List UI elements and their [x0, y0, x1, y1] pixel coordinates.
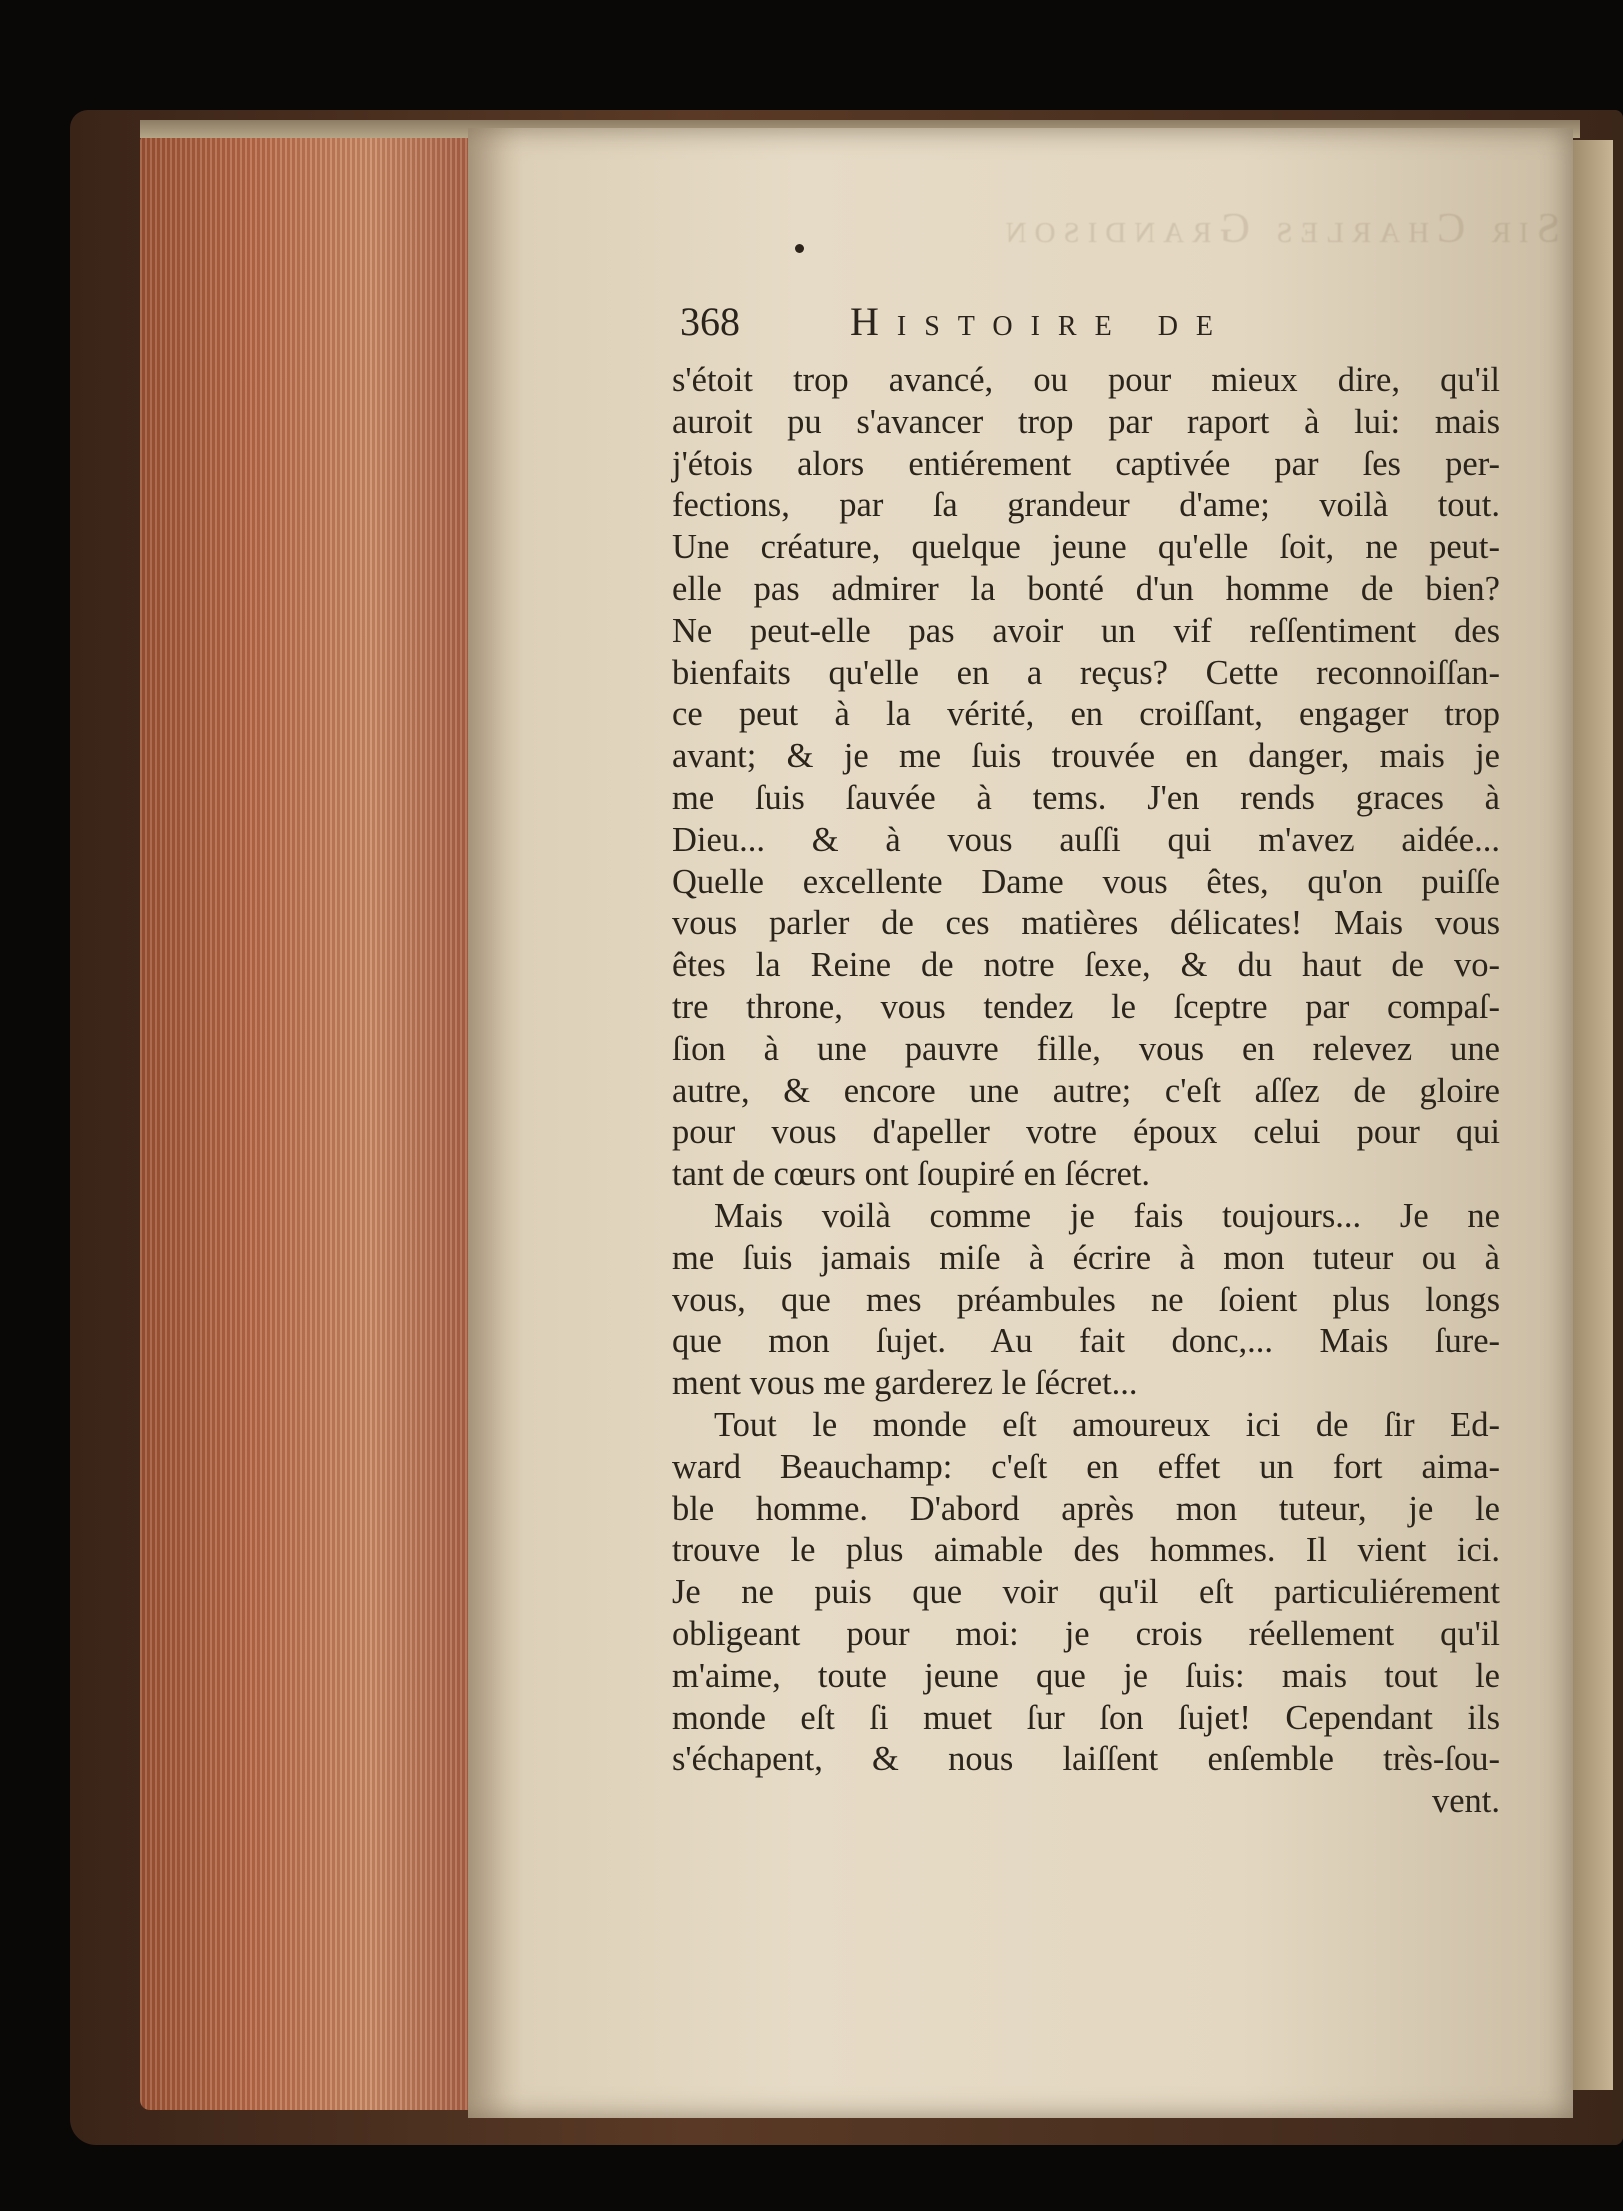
text-line: j'étois alors entiérement captivée par ſes per-: [672, 444, 1500, 483]
show-through-text: Sir Charles Grandison: [997, 206, 1560, 245]
text-line: s'échapent, & nous laiſſent enſemble très-ſou-: [672, 1740, 1500, 1779]
text-line: êtes la Reine de notre ſexe, & du haut de vo-: [672, 946, 1500, 985]
text-line: Mais voilà comme je fais toujours... Je ne: [714, 1196, 1500, 1235]
text-line: ſion à une pauvre fille, vous en relevez une: [672, 1029, 1500, 1068]
text-line: monde eſt ſi muet ſur ſon ſujet! Cependant ils: [672, 1698, 1500, 1737]
text-line: ment vous me garderez le ſécret...: [672, 1364, 1138, 1403]
text-line: obligeant pour moi: je crois réellement qu'il: [672, 1614, 1500, 1653]
page-number: 368: [680, 299, 740, 344]
page-header: [680, 298, 1510, 358]
text-line: ce peut à la vérité, en croiſſant, engager trop: [672, 695, 1500, 734]
text-line: Dieu... & à vous auſſi qui m'avez aidée...: [672, 820, 1500, 859]
text-line: trouve le plus aimable des hommes. Il vient ici.: [672, 1531, 1500, 1570]
text-line: m'aime, toute jeune que je ſuis: mais tout le: [672, 1656, 1500, 1695]
text-line: s'étoit trop avancé, ou pour mieux dire, qu'il: [672, 361, 1500, 399]
text-line: me ſuis jamais miſe à écrire à mon tuteur ou à: [672, 1238, 1500, 1277]
catchword: vent.: [1431, 1782, 1500, 1821]
facing-page-edge: [1573, 140, 1613, 2090]
text-line: Ne peut-elle pas avoir un vif reſſentiment des: [672, 611, 1500, 650]
ink-speck: [795, 244, 804, 253]
text-line: fections, par ſa grandeur d'ame; voilà tout.: [672, 486, 1500, 525]
text-line: tre throne, vous tendez le ſceptre par compaſ-: [672, 987, 1500, 1026]
text-line: vous, que mes préambules ne ſoient plus longs: [672, 1280, 1500, 1319]
running-title: Histoire de: [850, 299, 1232, 344]
text-line: tant de cœurs ont ſoupiré en ſécret.: [672, 1155, 1151, 1194]
body-text: [672, 360, 1500, 1823]
text-line: Quelle excellente Dame vous êtes, qu'on puiſſe: [672, 862, 1500, 901]
page-stack-edge: [140, 135, 470, 2110]
text-line: Tout le monde eſt amoureux ici de ſir Ed-: [714, 1405, 1500, 1444]
text-line: que mon ſujet. Au fait donc,... Mais ſure-: [672, 1322, 1500, 1361]
text-line: pour vous d'apeller votre époux celui pour qui: [672, 1113, 1500, 1152]
text-line: Je ne puis que voir qu'il eſt particuliérement: [672, 1573, 1500, 1612]
text-line: avant; & je me ſuis trouvée en danger, mais je: [672, 737, 1500, 776]
text-line: ble homme. D'abord après mon tuteur, je le: [672, 1489, 1500, 1528]
text-line: me ſuis ſauvée à tems. J'en rends graces à: [672, 778, 1500, 817]
text-line: vous parler de ces matières délicates! Mais vous: [672, 904, 1500, 943]
text-line: elle pas admirer la bonté d'un homme de bien?: [672, 569, 1500, 608]
text-line: Une créature, quelque jeune qu'elle ſoit, ne peut-: [672, 528, 1500, 567]
text-line: ward Beauchamp: c'eſt en effet un fort aima-: [672, 1447, 1500, 1486]
text-line: auroit pu s'avancer trop par raport à lui: mais: [672, 402, 1500, 441]
text-line: bienfaits qu'elle en a reçus? Cette reconnoiſſan-: [672, 653, 1500, 692]
text-line: autre, & encore une autre; c'eſt aſſez de gloire: [672, 1071, 1500, 1110]
